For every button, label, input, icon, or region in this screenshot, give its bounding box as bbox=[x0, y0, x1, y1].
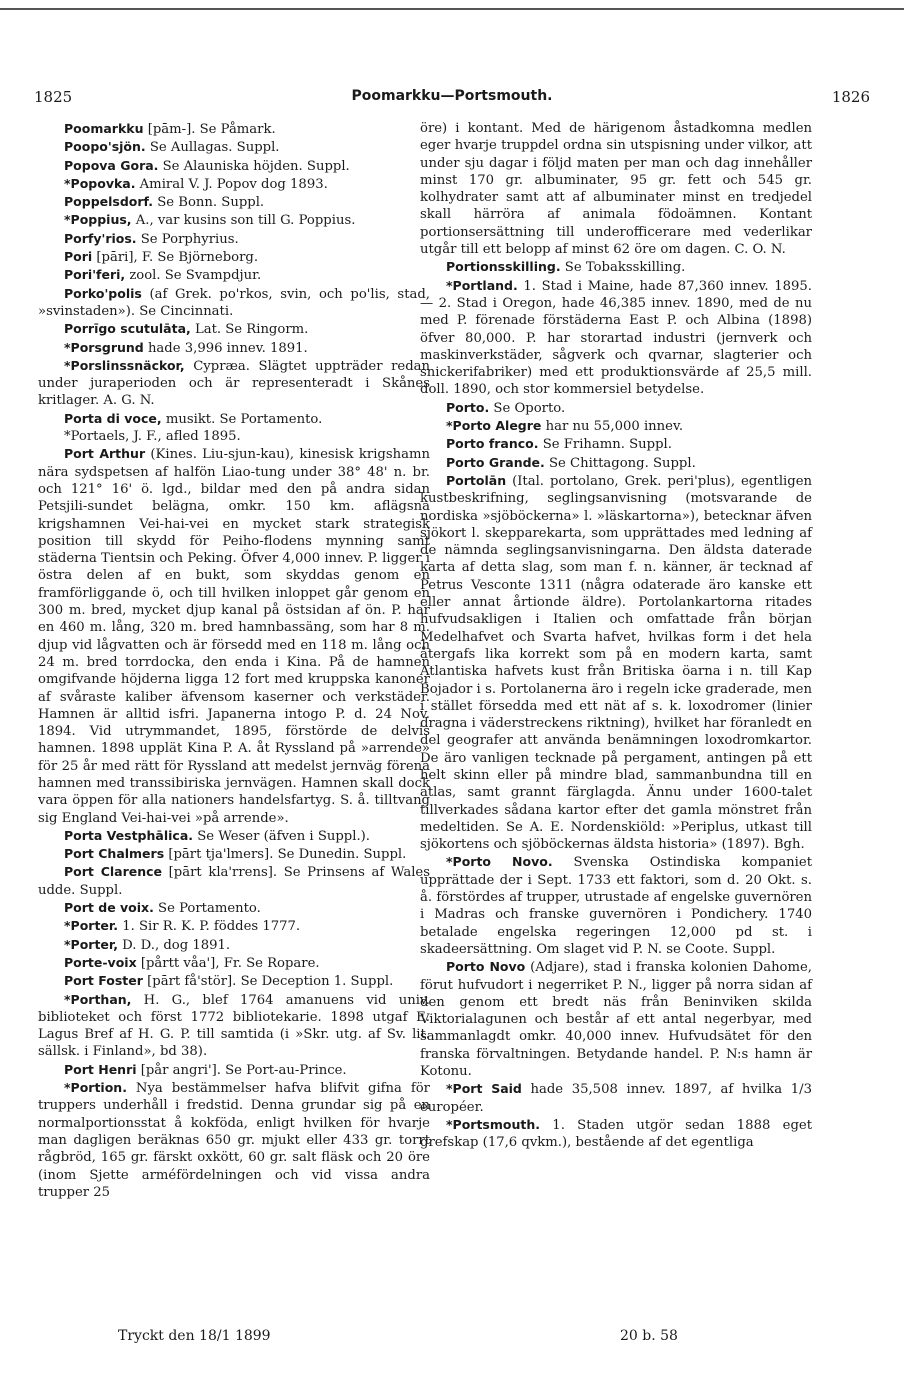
dictionary-entry bbox=[38, 1061, 430, 1079]
dictionary-entry bbox=[38, 339, 430, 357]
entry-text: A., var kusins son till G. Poppius. bbox=[131, 213, 356, 229]
dictionary-entry bbox=[38, 845, 430, 863]
entry-text: Lat. Se Ringorm. bbox=[190, 322, 309, 338]
entry-text: 1. Stad i Maine, hade 87,360 innev. 1895. — 2. Stad i Oregon, hade 46,385 innev. 1890, med de nu med P. förenade förstäderna East P. och Albina (1898) öfver 80,000. P. har storartad industri (jernverk och maskinverkstäder, sågverk och qvarnar, slagterier och snickerifabriker) med ett produktionsvärde af 25,5 mill. doll. 1890, och stor kommersiel betydelse. bbox=[420, 278, 812, 398]
entry-text: (Kines. Liu-sjun-kau), kinesisk krigshamn nära sydspetsen af halfön Liao-tung under 38° 48' n. br. och 121° 16' ö. lgd., bildar med den på andra sidan Petsjili-sundet belägna, omkr. 150 km. aflägsna krigshamnen Vei-hai-vei en mycket stark strategisk position till skydd för Peiho-flodens mynning samt städerna Tientsin och Peking. Öfver 4,000 innev. P. ligger i östra delen af en bukt, som skyddas genom en framförliggande ö, och till hvilken inloppet går genom en 300 m. bred, mycket djup kanal på östsidan af ön. P. har en 460 m. lång, 320 m. bred hamnbassäng, som har 8 m. djup vid lågvatten och är försedd med en 118 m. lång och 24 m. bred torrdocka, den enda i Kina. På de hamnen omgifvande höjderna ligga 12 fort med kruppska kanoner af svåraste kaliber äfvensom kaserner och verkstäder. Hamnen är alltid isfri. Japanerna intogo P. d. 24 Nov. 1894. Vid utrymmandet, 1895, förstörde de delvis hamnen. 1898 upplät Kina P. A. åt Ryssland på »arrende» för 25 år med rätt för Ryssland att medelst jernväg förena hamnen med transsibiriska jernvägen. Hamnen skall dock vara öppen för alla nationers handelsfartyg. S. å. tilltvang sig England Vei-hai-vei »på arrende». bbox=[38, 447, 431, 826]
dictionary-entry bbox=[420, 399, 812, 417]
entry-headword: Porko'polis bbox=[64, 285, 142, 301]
entry-headword: Port Arthur bbox=[64, 446, 146, 462]
dictionary-entry bbox=[420, 258, 812, 276]
entry-headword: Portolān bbox=[446, 472, 507, 488]
entry-text: Se Alauniska höjden. Suppl. bbox=[158, 158, 350, 174]
dictionary-entry bbox=[420, 435, 812, 453]
dictionary-entry bbox=[38, 954, 430, 972]
entry-headword: Porfy'rios. bbox=[64, 230, 137, 246]
entry-text: (Adjare), stad i franska kolonien Dahome, förut hufvudort i negerriket P. N., ligger på norra sidan af den genom ett bredt näs från Beninviken skilda Viktorialagunen och består af ett antal negerbyar, med sammanlagdt omkr. 40,000 innev. Hufvudsätet för den franska förvaltningen. Betydande handel. P. N:s hamn är Kotonu. bbox=[420, 960, 812, 1080]
entry-headword: Port Foster bbox=[64, 973, 143, 989]
left-page-number: 1825 bbox=[34, 88, 73, 106]
dictionary-entry bbox=[38, 248, 430, 266]
entry-text: Se Weser (äfven i Suppl.). bbox=[193, 828, 370, 844]
entry-text: öre) i kontant. Med de härigenom åstadkomna medlen eger hvarje truppdel ordna sin utspisning under vilkor, att under sju dagar i följd maten per man och dag innehåller minst 170 gr. albuminater, 95 gr. fett och 545 gr. kolhydrater samt att af albuminater minst en tredjedel skall härröra af animala födoämnen. Kontant portionsersättning till underofficerare med vederlikar utgår till ett belopp af minst 62 öre om dagen. C. O. N. bbox=[420, 121, 812, 258]
dictionary-entry bbox=[420, 1116, 812, 1152]
top-rule bbox=[0, 8, 904, 10]
entry-headword: *Porto Alegre bbox=[446, 418, 542, 434]
dictionary-entry bbox=[38, 266, 430, 284]
entry-headword: Porrīgo scutulāta, bbox=[64, 321, 191, 337]
entry-text: [pāri], F. Se Björneborg. bbox=[92, 250, 259, 266]
entry-text: 1. Sir R. K. P. föddes 1777. bbox=[118, 919, 301, 935]
dictionary-entry bbox=[38, 138, 430, 156]
dictionary-entry bbox=[420, 120, 812, 258]
entry-headword: Popova Gora. bbox=[64, 157, 159, 173]
dictionary-entry bbox=[38, 285, 430, 321]
entry-text: zool. Se Svampdjur. bbox=[125, 268, 262, 284]
dictionary-entry bbox=[38, 1079, 430, 1201]
entry-headword: Poppelsdorf. bbox=[64, 194, 154, 210]
entry-headword: *Portion. bbox=[64, 1080, 127, 1096]
entry-headword: Port Chalmers bbox=[64, 846, 165, 862]
entry-text: Nya bestämmelser hafva blifvit gifna för truppers underhåll i fredstid. Denna grundar sig på en normalportionsstat å kokföda, enligt hvilken för hvarje man dagligen beräknas 650 gr. mjukt eller 433 gr. torrt rågbröd, 165 gr. färskt oxkött, 60 gr. salt fläsk och 20 öre (inom Sjette arméfördelningen och vid vissa andra trupper 25 bbox=[38, 1081, 430, 1200]
dictionary-entry bbox=[420, 454, 812, 472]
entry-text: hade 3,996 innev. 1891. bbox=[143, 340, 308, 356]
dictionary-entry bbox=[38, 120, 430, 138]
dictionary-entry bbox=[420, 958, 812, 1080]
entry-headword: *Popovka. bbox=[64, 175, 136, 191]
entry-headword: *Porter, bbox=[64, 936, 118, 952]
dictionary-entry bbox=[420, 417, 812, 435]
entry-headword: Poomarkku bbox=[64, 121, 144, 136]
dictionary-entry bbox=[38, 357, 430, 410]
dictionary-entry bbox=[38, 917, 430, 935]
entry-text: *Portaels, J. F., afled 1895. bbox=[64, 429, 241, 445]
dictionary-entry bbox=[38, 863, 430, 899]
entry-text: [pām-]. Se Påmark. bbox=[143, 122, 276, 137]
dictionary-entry bbox=[38, 428, 430, 445]
entry-text: Se Portamento. bbox=[153, 901, 261, 917]
entry-headword: Porto Grande. bbox=[446, 454, 545, 470]
dictionary-entry bbox=[38, 827, 430, 845]
entry-text: [pårtt våa'], Fr. Se Ropare. bbox=[136, 955, 320, 971]
entry-text: 1. Staden utgör sedan 1888 eget grefskap (17,6 qvkm.), bestående af det egentliga bbox=[420, 1117, 812, 1151]
dictionary-entry bbox=[38, 899, 430, 917]
entry-headword: Porto Novo bbox=[446, 959, 526, 975]
entry-text: [pår angri']. Se Port-au-Prince. bbox=[136, 1062, 347, 1078]
entry-text: har nu 55,000 innev. bbox=[541, 419, 684, 435]
entry-text: Svenska Ostindiska kompaniet upprättade der i Sept. 1733 ett faktori, som d. 20 Okt. s. å. förstördes af trupper, utrustade af engelske guvernören i Madras och franske guvernören i Pondichery. 1740 betalade engelska regeringen 12,000 pd st. i skadeersättning. Om slaget vid P. N. se Coote. Suppl. bbox=[420, 855, 812, 957]
entry-text: hade 35,508 innev. 1897, af hvilka 1/3 européer. bbox=[420, 1082, 812, 1115]
entry-headword: Pori'feri, bbox=[64, 267, 126, 283]
entry-text: Se Aullagas. Suppl. bbox=[145, 140, 280, 156]
print-date: Tryckt den 18/1 1899 bbox=[118, 1328, 271, 1344]
dictionary-entry bbox=[38, 972, 430, 990]
right-column bbox=[420, 120, 812, 1152]
entry-headword: *Porslinssnäckor, bbox=[64, 357, 185, 373]
dictionary-entry bbox=[38, 193, 430, 211]
entry-text: Se Tobaksskilling. bbox=[560, 260, 686, 276]
entry-text: [pārt få'stör]. Se Deception 1. Suppl. bbox=[142, 974, 394, 990]
entry-text: Se Porphyrius. bbox=[136, 231, 239, 247]
running-title: Poomarkku—Portsmouth. bbox=[351, 88, 553, 104]
dictionary-entry bbox=[38, 320, 430, 338]
entry-text: Cypræa. Slägtet uppträder redan under juraperioden och är representeradt i Skånes kritlager. A. G. N. bbox=[38, 358, 430, 409]
entry-text: [pārt kla'rrens]. Se Prinsens af Wales udde. Suppl. bbox=[38, 865, 430, 898]
dictionary-entry bbox=[38, 175, 430, 193]
entry-headword: *Porthan, bbox=[64, 991, 132, 1007]
entry-headword: Porto. bbox=[446, 399, 490, 415]
entry-headword: Porta di voce, bbox=[64, 410, 162, 426]
right-page-number: 1826 bbox=[831, 88, 870, 106]
dictionary-entry bbox=[38, 936, 430, 954]
entry-text: D. D., dog 1891. bbox=[117, 937, 231, 953]
entry-text: Se Frihamn. Suppl. bbox=[538, 437, 672, 453]
dictionary-entry bbox=[38, 445, 430, 827]
left-column bbox=[38, 120, 430, 1201]
dictionary-entry bbox=[420, 1080, 812, 1116]
entry-text: musikt. Se Portamento. bbox=[161, 411, 323, 427]
dictionary-entry bbox=[420, 472, 812, 854]
page-header bbox=[34, 88, 870, 110]
entry-headword: *Porsgrund bbox=[64, 339, 144, 355]
entry-headword: Pori bbox=[64, 249, 93, 265]
entry-headword: Port de voix. bbox=[64, 900, 154, 916]
dictionary-entry bbox=[38, 230, 430, 248]
dictionary-entry bbox=[38, 991, 430, 1061]
entry-headword: Porta Vestphālica. bbox=[64, 827, 194, 843]
entry-text: [pārt tja'lmers]. Se Dunedin. Suppl. bbox=[164, 847, 407, 863]
entry-headword: *Port Said bbox=[446, 1081, 522, 1097]
entry-headword: *Portsmouth. bbox=[446, 1116, 541, 1132]
dictionary-entry bbox=[420, 277, 812, 399]
dictionary-entry bbox=[38, 157, 430, 175]
entry-headword: *Porto Novo. bbox=[446, 854, 553, 870]
entry-headword: Port Clarence bbox=[64, 864, 163, 880]
entry-text: Se Bonn. Suppl. bbox=[153, 195, 265, 211]
entry-text: (af Grek. po'rkos, svin, och po'lis, stad, »svinstaden»). Se Cincinnati. bbox=[38, 286, 430, 319]
entry-headword: *Portland. bbox=[446, 277, 518, 293]
entry-headword: *Porter. bbox=[64, 918, 119, 934]
entry-text: Amiral V. J. Popov dog 1893. bbox=[135, 176, 328, 192]
dictionary-entry bbox=[38, 211, 430, 229]
entry-text: Se Oporto. bbox=[489, 400, 566, 416]
dictionary-entry bbox=[38, 410, 430, 428]
entry-headword: Portionsskilling. bbox=[446, 259, 561, 275]
entry-text: Se Chittagong. Suppl. bbox=[544, 455, 696, 471]
entry-headword: *Poppius, bbox=[64, 212, 132, 228]
entry-text: (Ital. portolano, Grek. peri'plus), egentligen kustbeskrifning, seglingsanvisning (motsvarande de nordiska »sjöböckerna» l. »läskartorna»), betecknar äfven sjökort l. skepparekarta, som upprättades med ledning af de nämnda seglingsanvisningarna. Den äldsta daterade karta af detta slag, som man f. n. känner, är tecknad af Petrus Vesconte 1311 (några odaterade äro kanske ett eller annat årtionde äldre). Portolankartorna ritades hufvudsakligen i Italien och omfattade från början Medelhafvet och Svarta hafvet, hvilkas form i det hela återgafs lika korrekt som på en modern karta, samt Atlantiska hafvets kust från Britiska öarna i n. till Kap Bojador i s. Portolanerna äro i regeln icke graderade, men i stället försedda med ett nät af s. k. loxodromer (linier dragna i väderstreckens riktning), hvilket har föranledt en del geografer att använda benämningen loxodromkartor. De äro vanligen tecknade på pergament, antingen på ett helt skinn eller på mindre blad, sammanbundna till en atlas, samt grannt färglagda. Ännu under 1600-talet tillverkades sådana kartor efter det gamla mönstret från medeltiden. Se A. E. Nordenskiöld: »Periplus, utkast till sjökortens och sjöböckernas äldsta historia» (1897). Bgh. bbox=[420, 473, 812, 853]
entry-text: H. G., blef 1764 amanuens vid univ. biblioteket och först 1772 bibliotekarie. 1898 utgaf E. Lagus Bref af H. G. P. till samtida (i »Skr. utg. af Sv. lit. sällsk. i Finland», bd 38). bbox=[38, 992, 430, 1060]
entry-headword: Poopo'sjön. bbox=[64, 139, 146, 155]
entry-headword: Porte-voix bbox=[64, 954, 137, 970]
dictionary-entry bbox=[420, 853, 812, 958]
entry-headword: Port Henri bbox=[64, 1061, 137, 1077]
sheet-signature: 20 b. 58 bbox=[620, 1328, 678, 1344]
entry-headword: Porto franco. bbox=[446, 436, 539, 452]
